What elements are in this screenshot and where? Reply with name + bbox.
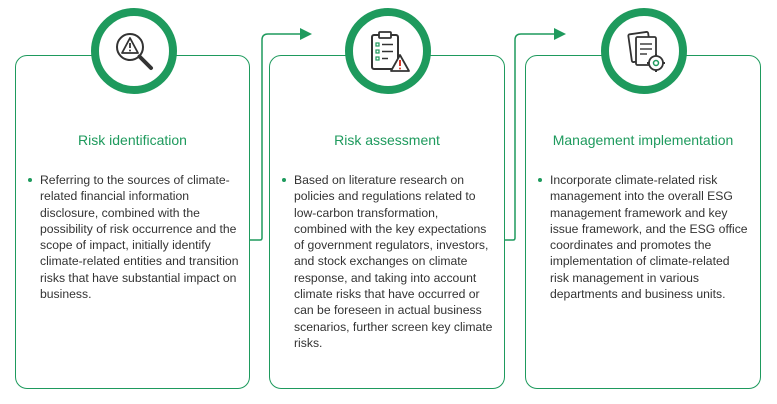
step-title: Risk identification	[78, 132, 187, 148]
step-description: Incorporate climate-related risk management into the overall ESG management framework and key issue framework, and the ESG office coordinates and promotes the implementation of climate-related risk management in various departments and business units.	[536, 172, 750, 302]
magnifier-warning-icon	[110, 27, 158, 75]
icon-circle	[345, 8, 431, 94]
icon-circle	[601, 8, 687, 94]
step-title: Management implementation	[552, 132, 734, 148]
clipboard-warning-icon	[364, 27, 412, 75]
step-card-risk-assessment	[269, 55, 505, 389]
icon-circle	[91, 8, 177, 94]
step-description: Referring to the sources of climate-related financial information disclosure, combined with the possibility of risk occurrence and the scope of impact, initially identify climate-related entities and transition risks that have substantial impact on business.	[26, 172, 239, 302]
step-card-risk-identification	[15, 55, 250, 389]
documents-gear-icon	[620, 27, 668, 75]
step-title: Risk assessment	[334, 132, 440, 148]
step-description: Based on literature research on policies and regulations related to low-carbon transformation, combined with the key expectations of government regulators, investors, and stock exchanges on climate response, and taking into account climate risks that have occurred or can be foreseen in actual business scenarios, further screen key climate risks.	[280, 172, 494, 351]
step-card-management-implementation	[525, 55, 761, 389]
arrowhead-2	[554, 28, 566, 40]
arrowhead-1	[300, 28, 312, 40]
